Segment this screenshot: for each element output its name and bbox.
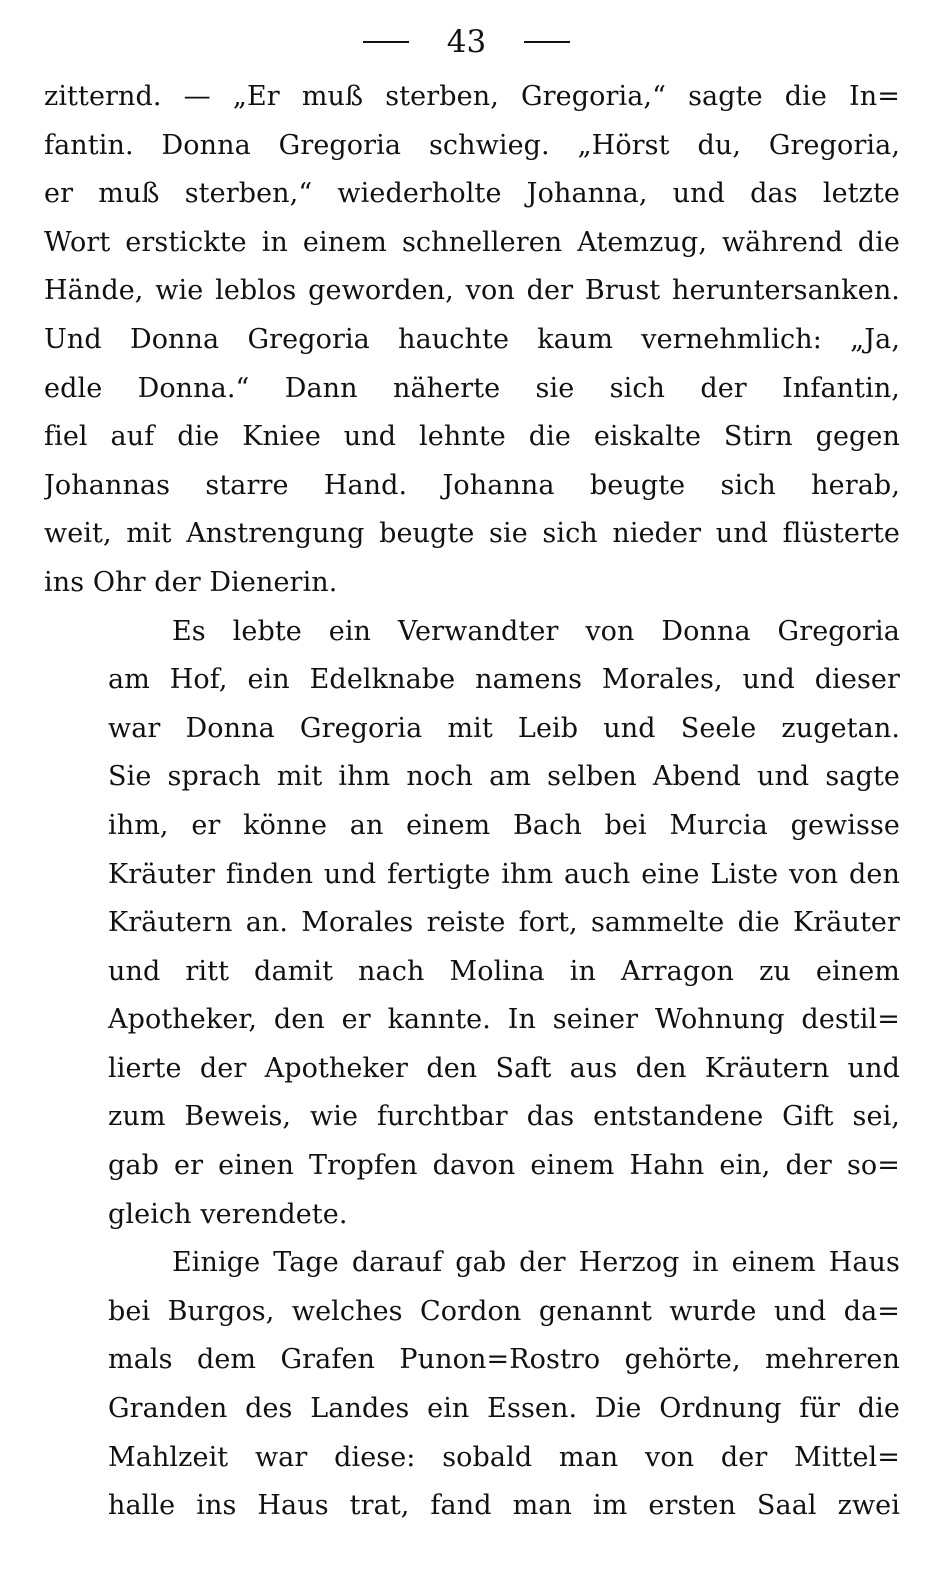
text-line: Wort erstickte in einem schnelleren Atemzug, während die	[44, 226, 900, 258]
text-line: Einige Tage darauf gab der Herzog in einem Haus	[172, 1247, 900, 1279]
text-line: Mahlzeit war diese: sobald man von der Mittel=	[108, 1441, 900, 1473]
page-number: 43	[446, 23, 487, 60]
text-line: Johannas starre Hand. Johanna beugte sich herab,	[44, 469, 900, 501]
text-line: er muß sterben,“ wiederholte Johanna, und das letzte	[44, 178, 900, 210]
text-line: edle Donna.“ Dann näherte sie sich der Infantin,	[44, 372, 900, 404]
text-line: Sie sprach mit ihm noch am selben Abend und sagte	[108, 761, 900, 793]
text-line: weit, mit Anstrengung beugte sie sich nieder und flüsterte	[44, 518, 900, 550]
text-line: fantin. Donna Gregoria schwieg. „Hörst du, Gregoria,	[44, 129, 900, 161]
paragraph-3	[44, 1239, 900, 1531]
paragraph-2	[44, 608, 900, 1240]
text-line: gab er einen Tropfen davon einem Hahn ein, der so=	[108, 1150, 900, 1182]
text-line: ins Ohr der Dienerin.	[44, 566, 338, 598]
text-line: Es lebte ein Verwandter von Donna Gregoria	[172, 615, 900, 647]
text-line: fiel auf die Kniee und lehnte die eiskalte Stirn gegen	[44, 421, 900, 453]
text-line: lierte der Apotheker den Saft aus den Kräutern und	[108, 1052, 900, 1084]
text-line: mals dem Grafen Punon=Rostro gehörte, mehreren	[108, 1344, 900, 1376]
header-dash-right	[524, 41, 570, 43]
text-line: halle ins Haus trat, fand man im ersten Saal zwei	[108, 1490, 900, 1522]
text-line: bei Burgos, welches Cordon genannt wurde und da=	[108, 1295, 900, 1327]
text-line: Apotheker, den er kannte. In seiner Wohnung destil=	[108, 1004, 900, 1036]
text-line: und ritt damit nach Molina in Arragon zu einem	[108, 955, 900, 987]
page-header	[0, 18, 933, 68]
text-line: gleich verendete.	[108, 1198, 348, 1230]
header-dash-left	[363, 41, 409, 43]
paragraph-1	[44, 73, 900, 608]
body-text	[44, 73, 900, 1531]
text-line: Kräuter finden und fertigte ihm auch eine Liste von den	[108, 858, 900, 890]
text-line: war Donna Gregoria mit Leib und Seele zugetan.	[108, 712, 900, 744]
text-line: Und Donna Gregoria hauchte kaum vernehmlich: „Ja,	[44, 323, 900, 355]
text-line: am Hof, ein Edelknabe namens Morales, und dieser	[108, 664, 900, 696]
text-line: ihm, er könne an einem Bach bei Murcia gewisse	[108, 809, 900, 841]
text-line: zum Beweis, wie furchtbar das entstandene Gift sei,	[108, 1101, 900, 1133]
text-line: zitternd. — „Er muß sterben, Gregoria,“ sagte die In=	[44, 81, 900, 112]
text-line: Kräutern an. Morales reiste fort, sammelte die Kräuter	[108, 907, 900, 939]
text-line: Granden des Landes ein Essen. Die Ordnung für die	[108, 1393, 900, 1425]
text-line: Hände, wie leblos geworden, von der Brust heruntersanken.	[44, 275, 900, 307]
